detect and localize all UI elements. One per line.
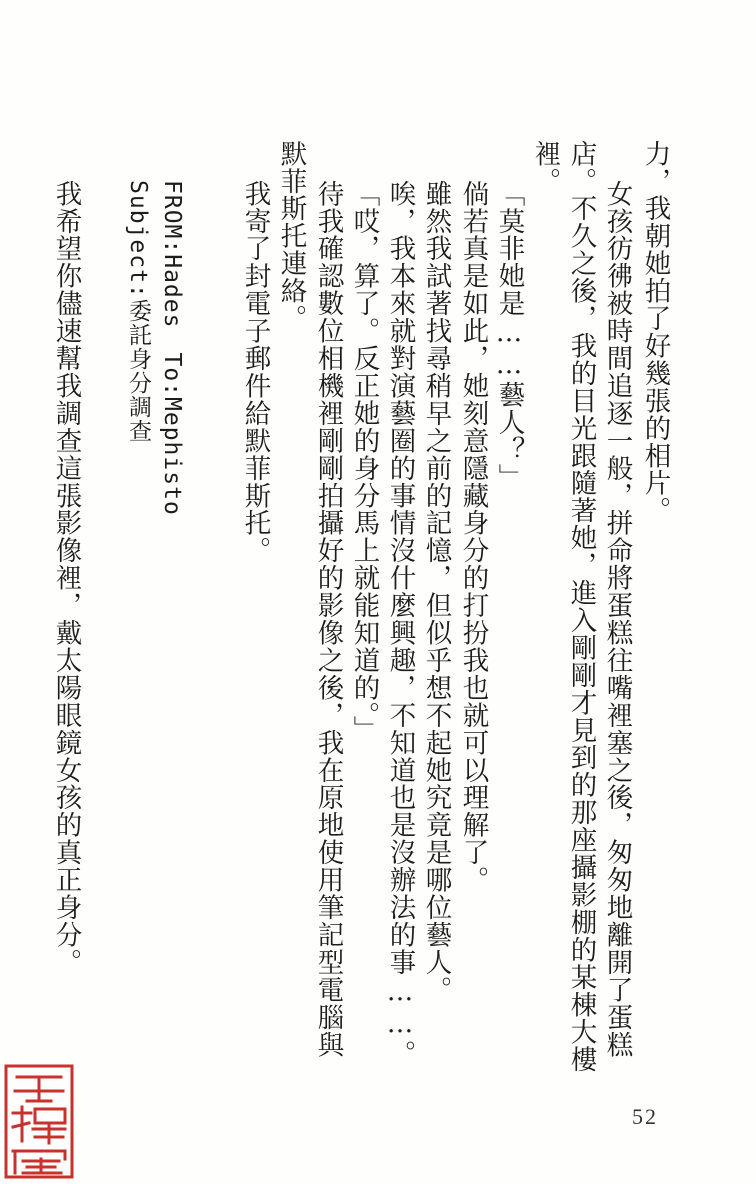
text-column-5: 「莫非她是……藝人？」 <box>493 180 525 491</box>
text-column-12: 我寄了封電子郵件給默菲斯托。 <box>239 180 271 565</box>
text-column-11: 默菲斯托連絡。 <box>275 140 307 333</box>
text-column-9: 「哎，算了。反正她的身分馬上就能知道的。」 <box>348 180 380 744</box>
text-column-6: 倘若真是如此，她刻意隱藏身分的打扮我也就可以理解了。 <box>457 180 489 894</box>
text-column-8: 唉，我本來就對演藝圈的事情沒什麼興趣，不知道也是沒辦法的事……。 <box>384 180 416 1068</box>
email-header-from-to: FROM:Hades To:Mephisto <box>159 180 185 516</box>
email-header-subject: Subject:委託身分調查 <box>125 180 151 443</box>
text-column-7: 雖然我試著找尋稍早之前的記憶，但似乎想不起她究竟是哪位藝人。 <box>420 180 452 1004</box>
text-column-4: 裡。 <box>529 140 561 195</box>
page-number: 52 <box>632 1104 658 1129</box>
email-body: 我希望你儘速幫我調查這張影像裡，戴太陽眼鏡女孩的真正身分。 <box>50 180 82 977</box>
publisher-seal-stamp <box>3 1063 75 1180</box>
text-column-1: 力，我朝她拍了好幾張的相片。 <box>639 140 671 525</box>
text-column-3: 店。不久之後，我的目光跟隨著她，進入剛剛才見到的那座攝影棚的某棟大樓 <box>565 140 597 1074</box>
text-column-2: 女孩彷彿被時間追逐一般，拼命將蛋糕往嘴裡塞之後，匆匆地離開了蛋糕 <box>601 180 633 1059</box>
text-column-10: 待我確認數位相機裡剛剛拍攝好的影像之後，我在原地使用筆記型電腦與 <box>312 180 344 1059</box>
